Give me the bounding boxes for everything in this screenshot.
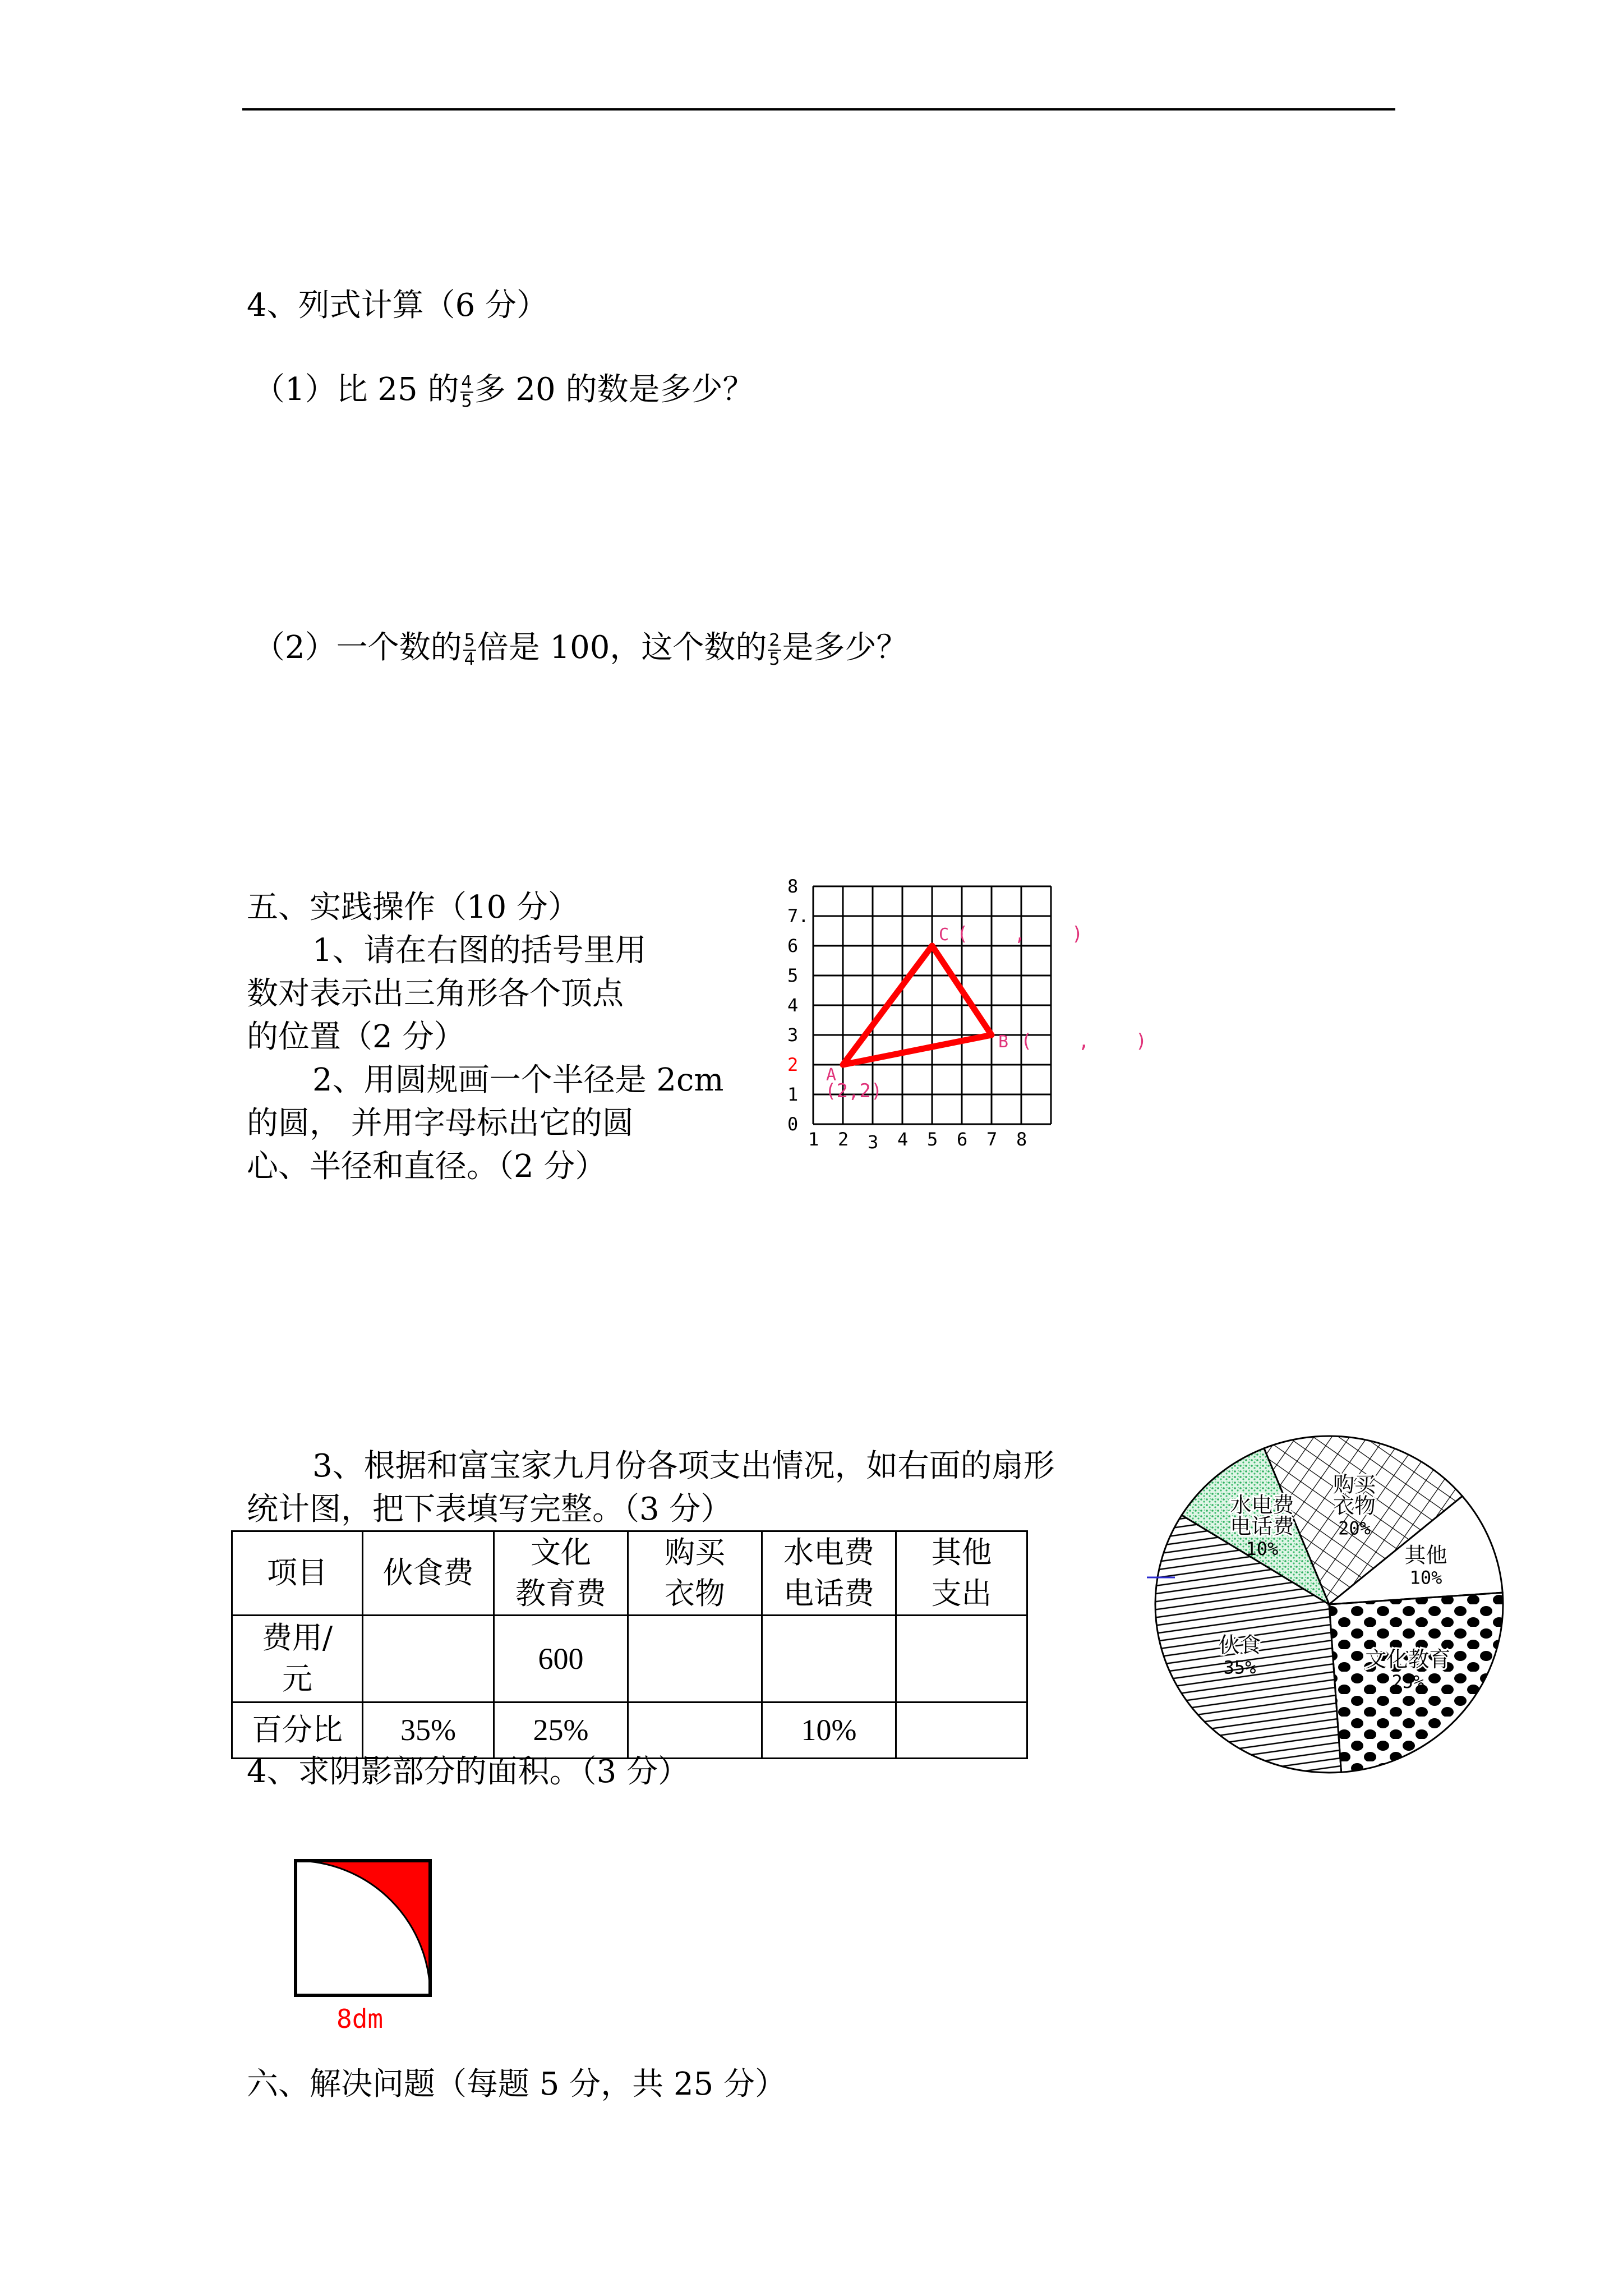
- header-item: 项目: [232, 1531, 363, 1616]
- x-tick-label: 1: [808, 1129, 819, 1150]
- pie-value-label: 10%: [1246, 1538, 1279, 1560]
- cell-cost-clothing: [628, 1616, 762, 1703]
- cell-pct-utilities: 10%: [762, 1703, 896, 1759]
- question-2-post: 是多少？: [782, 629, 908, 666]
- y-tick-label: 7.: [787, 905, 809, 927]
- x-tick-label: 5: [927, 1129, 938, 1150]
- question-1-pre: （1）比 25 的: [253, 371, 459, 408]
- pie-value-label: 25%: [1391, 1671, 1424, 1693]
- pie-value-label: 10%: [1409, 1567, 1442, 1589]
- header-utilities: 水电费 电话费: [762, 1531, 896, 1616]
- x-tick-label: 3: [868, 1131, 879, 1153]
- cell-pct-other: [896, 1703, 1027, 1759]
- pie-category-label: 其他: [1404, 1543, 1447, 1568]
- y-tick-label: 4: [787, 995, 799, 1016]
- fraction-four-fifths: $\frac{4}{5}$: [461, 372, 472, 411]
- x-tick-label: 7: [986, 1129, 998, 1150]
- side-length-label: 8dm: [336, 2004, 384, 2034]
- pie-category-label: 文化教育: [1365, 1647, 1451, 1672]
- x-tick-label: 2: [838, 1129, 849, 1150]
- pie-category-label: 电话费: [1230, 1514, 1294, 1539]
- fraction-five-fourths: $\frac{5}{4}$: [464, 631, 475, 669]
- point-c-blank: ( , ): [957, 923, 1083, 945]
- cell-cost-utilities: [762, 1616, 896, 1703]
- row-cost-label: 费用/ 元: [232, 1616, 363, 1703]
- pie-category-label: 衣物: [1332, 1493, 1376, 1519]
- y-tick-label: 3: [787, 1024, 799, 1046]
- pie-category-label: 购买: [1332, 1472, 1376, 1497]
- item-1-line-2: 数对表示出三角形各个顶点: [247, 976, 624, 1012]
- pie-value-label: 20%: [1338, 1517, 1371, 1539]
- point-a-coord: (2,2): [825, 1080, 883, 1102]
- table-row-percent: [232, 1703, 1027, 1759]
- item-3-line-2: 统计图，把下表填写完整。（3 分）: [247, 1491, 732, 1527]
- y-tick-label: 1: [787, 1084, 799, 1105]
- expense-pie-chart: [1144, 1425, 1514, 1784]
- header-clothing: 购买 衣物: [628, 1531, 762, 1616]
- y-tick-label: 0: [787, 1114, 799, 1135]
- section-6-title: 六、解决问题（每题 5 分，共 25 分）: [247, 2066, 787, 2102]
- cell-pct-education: 25%: [494, 1703, 628, 1759]
- y-tick-label: 6: [787, 935, 799, 956]
- point-b-label: B: [998, 1032, 1009, 1052]
- point-a-label: A: [826, 1065, 837, 1085]
- item-3-line-1: 3、根据和富宝家九月份各项支出情况，如右面的扇形: [312, 1448, 1055, 1484]
- x-tick-label: 6: [957, 1129, 968, 1150]
- cell-cost-other: [896, 1616, 1027, 1703]
- cell-pct-food: 35%: [363, 1703, 494, 1759]
- header-education: 文化 教育费: [494, 1531, 628, 1616]
- expense-table: [231, 1530, 1028, 1759]
- item-2-line-1: 2、用圆规画一个半径是 2cm: [312, 1062, 724, 1098]
- table-header-row: [232, 1531, 1027, 1616]
- shaded-square-figure: [286, 1851, 437, 2036]
- cell-cost-food: [363, 1616, 494, 1703]
- header-rule: [242, 108, 1395, 111]
- item-2-line-3: 心、半径和直径。（2 分）: [247, 1148, 607, 1185]
- pie-value-label: 35%: [1223, 1657, 1256, 1678]
- y-tick-label: 8: [787, 876, 799, 897]
- y-tick-label: 5: [787, 965, 799, 986]
- item-1-line-3: 的位置（2 分）: [247, 1019, 465, 1055]
- fraction-two-fifths: $\frac{2}{5}$: [769, 631, 780, 669]
- question-1-post: 多 20 的数是多少？: [474, 371, 754, 408]
- point-b-blank: ( , ): [1021, 1030, 1147, 1052]
- item-2-line-2: 的圆， 并用字母标出它的圆: [247, 1105, 634, 1142]
- header-food: 伙食费: [363, 1531, 494, 1616]
- question-2-mid: 倍是 100，这个数的: [477, 629, 767, 666]
- pie-category-label: 水电费: [1230, 1493, 1294, 1518]
- point-c-label: C: [939, 925, 949, 945]
- x-tick-label: 8: [1016, 1129, 1027, 1150]
- item-1-line-1: 1、请在右图的括号里用: [312, 932, 647, 969]
- section-5-title: 五、实践操作（10 分）: [247, 889, 580, 926]
- question-1: [253, 371, 754, 411]
- coordinate-grid: [763, 869, 1211, 1172]
- table-row-cost: [232, 1616, 1027, 1703]
- section-4-title: 4、列式计算（6 分）: [247, 287, 548, 324]
- cell-cost-education: 600: [494, 1616, 628, 1703]
- row-percent-label: 百分比: [232, 1703, 363, 1759]
- y-tick-label: 2: [787, 1054, 799, 1075]
- question-2: [253, 629, 908, 669]
- question-2-pre: （2）一个数的: [253, 629, 462, 666]
- cell-pct-clothing: [628, 1703, 762, 1759]
- header-other: 其他 支出: [896, 1531, 1027, 1616]
- pie-category-label: 伙食: [1218, 1632, 1261, 1658]
- x-tick-label: 4: [897, 1129, 909, 1150]
- item-4-title: 4、求阴影部分的面积。（3 分）: [247, 1754, 690, 1790]
